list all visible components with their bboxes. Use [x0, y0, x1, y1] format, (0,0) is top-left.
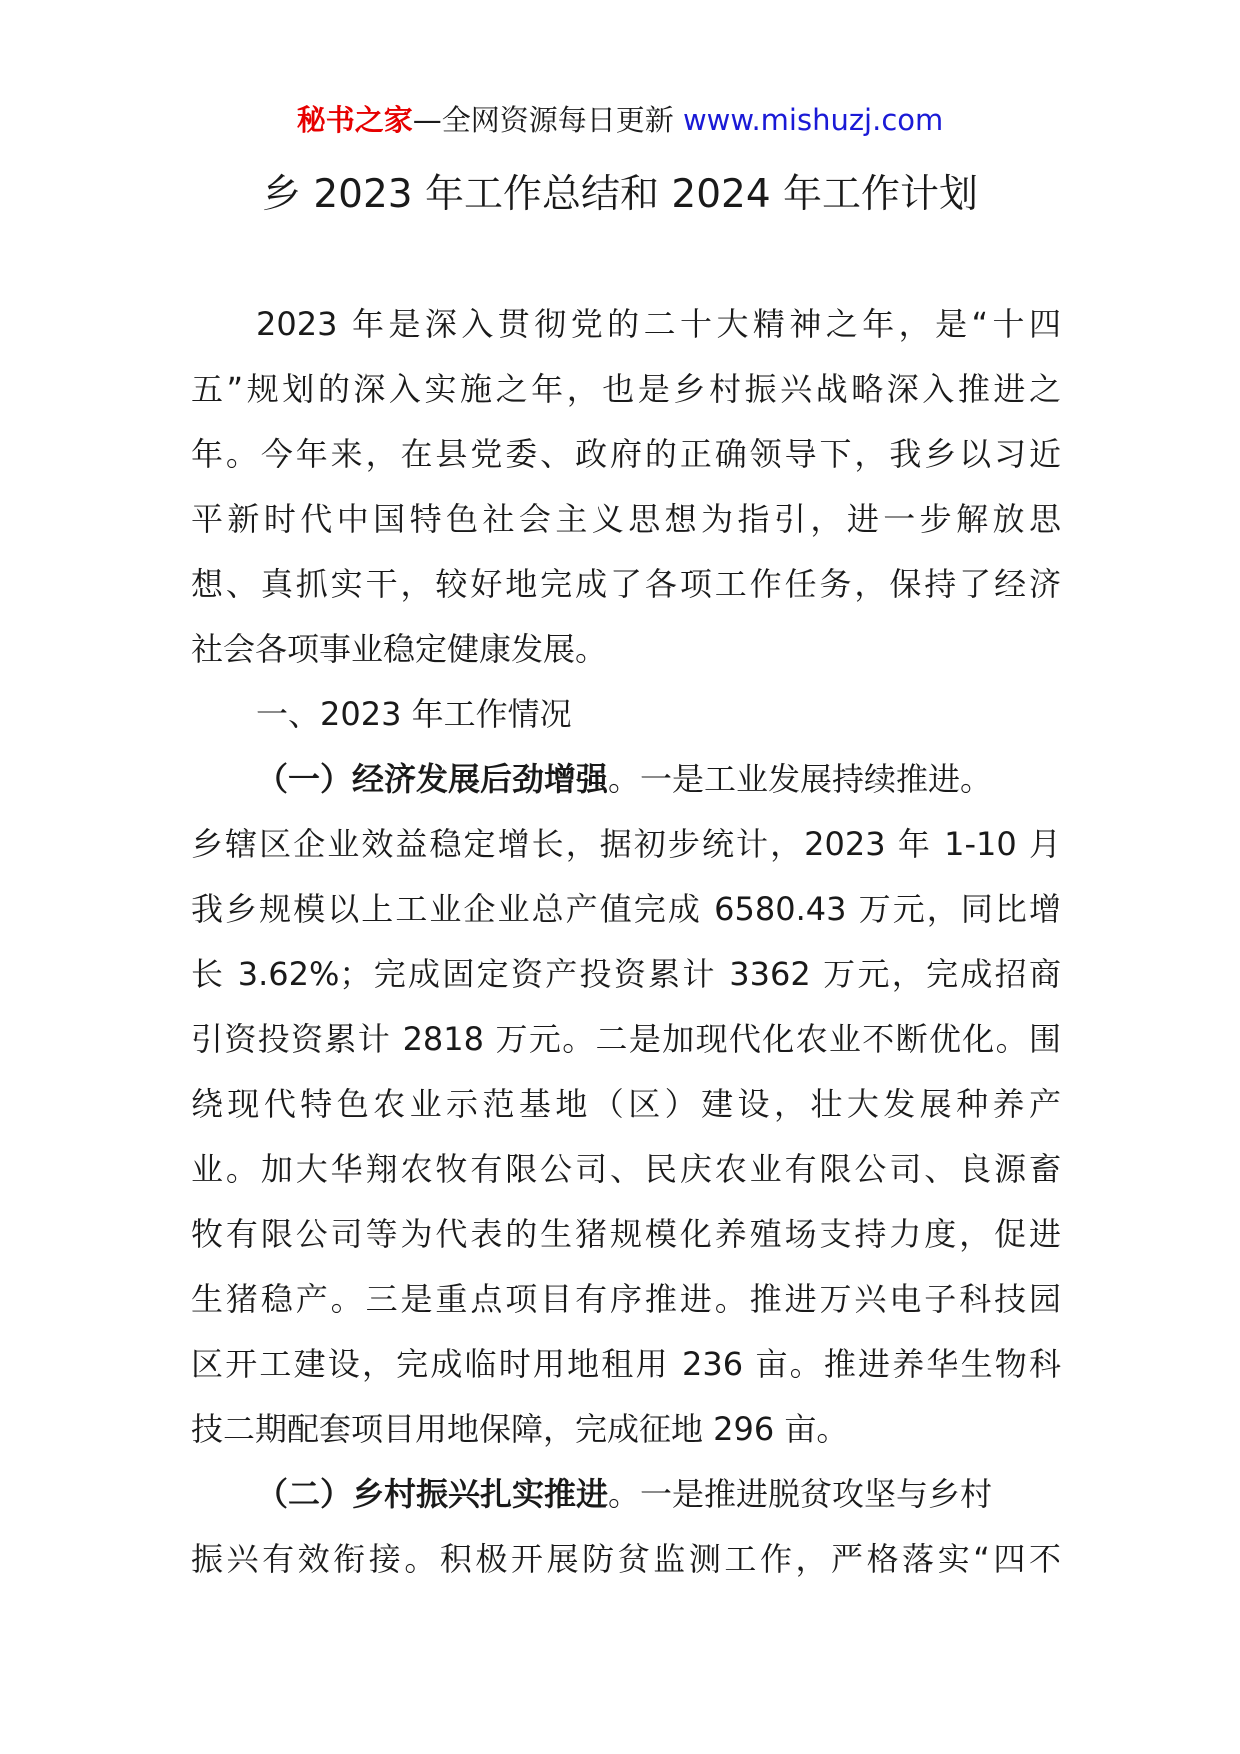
- document-title: 乡 2023 年工作总结和 2024 年工作计划: [261, 172, 979, 217]
- paragraph-line: 绕现代特色农业示范基地（区）建设，壮大发展种养产: [191, 1085, 1061, 1123]
- paragraph-line: 我乡规模以上工业企业总产值完成 6580.43 万元，同比增: [191, 890, 1061, 928]
- paragraph-line: 牧有限公司等为代表的生猪规模化养殖场支持力度，促进: [191, 1215, 1061, 1253]
- paragraph-line: 生猪稳产。三是重点项目有序推进。推进万兴电子科技园: [191, 1280, 1061, 1318]
- paragraph-line: 平新时代中国特色社会主义思想为指引，进一步解放思: [191, 500, 1061, 538]
- paragraph-line: [191, 747, 1061, 812]
- site-banner: [0, 100, 1240, 140]
- paragraph-line: 社会各项事业稳定健康发展。: [191, 630, 608, 668]
- document-body: [191, 292, 1061, 1592]
- subsection-heading: （二）乡村振兴扎实推进: [256, 1475, 609, 1513]
- section-heading: 一、2023 年工作情况: [256, 695, 572, 733]
- brand-name: 秘书之家: [296, 103, 413, 137]
- paragraph-line: 业。加大华翔农牧有限公司、民庆农业有限公司、良源畜: [191, 1150, 1061, 1188]
- paragraph-line: 引资投资累计 2818 万元。二是加现代化农业不断优化。围: [191, 1020, 1061, 1058]
- subsection-heading: （一）经济发展后劲增强: [256, 760, 609, 798]
- paragraph-line: 想、真抓实干，较好地完成了各项工作任务，保持了经济: [191, 565, 1061, 603]
- paragraph-line: 长 3.62%；完成固定资产投资累计 3362 万元，完成招商: [191, 955, 1061, 993]
- paragraph-text: 。一是工业发展持续推进。: [608, 760, 993, 798]
- paragraph-line: 乡辖区企业效益稳定增长，据初步统计，2023 年 1-10 月: [191, 825, 1061, 863]
- paragraph-line: 振兴有效衔接。积极开展防贫监测工作，严格落实“四不: [191, 1540, 1061, 1578]
- paragraph-line: 2023 年是深入贯彻党的二十大精神之年，是“十四: [256, 305, 1061, 343]
- banner-tagline: —全网资源每日更新: [412, 103, 674, 137]
- paragraph-line: 区开工建设，完成临时用地租用 236 亩。推进养华生物科: [191, 1345, 1061, 1383]
- paragraph-line: 五”规划的深入实施之年，也是乡村振兴战略深入推进之: [191, 370, 1061, 408]
- site-url-link[interactable]: www.mishuzj.com: [682, 103, 944, 137]
- paragraph-line: 技二期配套项目用地保障，完成征地 296 亩。: [191, 1410, 849, 1448]
- paragraph-line: 年。今年来，在县党委、政府的正确领导下，我乡以习近: [191, 435, 1061, 473]
- paragraph-text: 。一是推进脱贫攻坚与乡村: [608, 1475, 993, 1513]
- paragraph-line: [191, 1462, 1061, 1527]
